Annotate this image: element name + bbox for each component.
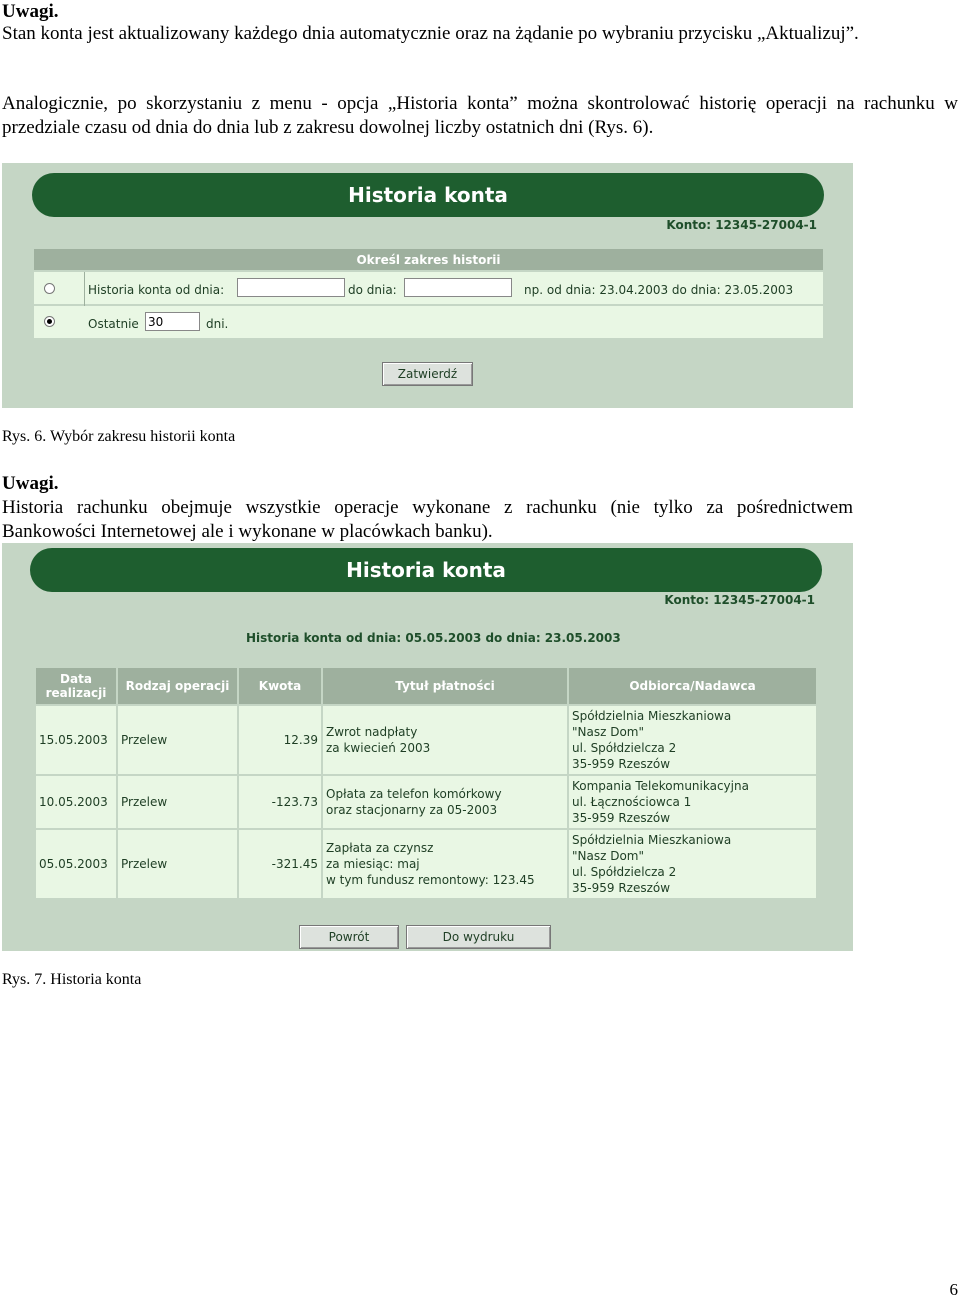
note-heading-2: Uwagi. [2, 473, 59, 494]
col-amount-header: Kwota [238, 667, 322, 705]
range-section-header: Określ zakres historii [34, 249, 823, 270]
account-number-2: Konto: 12345-27004-1 [664, 593, 815, 607]
page-number: 6 [949, 1280, 958, 1299]
row-type: Przelew [117, 705, 238, 775]
history-results-screenshot [2, 543, 853, 951]
figure-caption-6: Rys. 6. Wybór zakresu historii konta [2, 428, 236, 445]
row-amount: -123.73 [238, 775, 322, 829]
row-title: Opłata za telefon komórkowy oraz stacjonarny za 05-2003 [322, 775, 568, 829]
col-title-header: Tytuł płatności [322, 667, 568, 705]
account-number: Konto: 12345-27004-1 [666, 218, 817, 232]
row-party: Kompania Telekomunikacyjna ul. Łącznościowca 1 35-959 Rzeszów [568, 775, 817, 829]
date-from-input[interactable] [237, 278, 345, 297]
table-row [35, 775, 817, 829]
date-format-example: np. od dnia: 23.04.2003 do dnia: 23.05.2003 [524, 283, 794, 297]
last-days-radio[interactable] [44, 316, 55, 327]
row-type: Przelew [117, 829, 238, 899]
table-row [35, 705, 817, 775]
date-range-radio[interactable] [44, 283, 55, 294]
back-button[interactable]: Powrót [299, 925, 399, 949]
history-table [34, 666, 818, 900]
row-title: Zapłata za czynsz za miesiąc: maj w tym fundusz remontowy: 123.45 [322, 829, 568, 899]
days-unit-label: dni. [206, 317, 229, 331]
row-date: 15.05.2003 [35, 705, 117, 775]
row-date: 10.05.2003 [35, 775, 117, 829]
last-days-label: Ostatnie [88, 317, 139, 331]
row-party: Spółdzielnia Mieszkaniowa "Nasz Dom" ul. Spółdzielcza 2 35-959 Rzeszów [568, 705, 817, 775]
table-row [35, 829, 817, 899]
note-text-2: Historia rachunku obejmuje wszystkie operacje wykonane z rachunku (nie tylko za pośrednictwem Bankowości Internetowej ale i wykonane w placówkach banku). [2, 497, 853, 542]
date-to-input[interactable] [404, 278, 512, 297]
intro-paragraph: Analogicznie, po skorzystaniu z menu - opcja „Historia konta” można skontrolować historię operacji na rachunku w przedziale czasu od dnia do dnia lub z zakresu dowolnej liczby ostatnich dni (Rys. 6). [2, 93, 958, 138]
note-heading-1: Uwagi. [2, 1, 59, 22]
submit-button[interactable]: Zatwierdź [382, 362, 473, 386]
date-to-label: do dnia: [348, 283, 397, 297]
history-title-banner: Historia konta [32, 173, 824, 217]
row-party: Spółdzielnia Mieszkaniowa "Nasz Dom" ul. Spółdzielcza 2 35-959 Rzeszów [568, 829, 817, 899]
history-range-screenshot [2, 163, 853, 408]
history-title-banner-2: Historia konta [30, 548, 822, 592]
last-days-input[interactable] [145, 312, 200, 331]
history-table-header [35, 667, 817, 705]
history-range-text: Historia konta od dnia: 05.05.2003 do dnia: 23.05.2003 [246, 631, 621, 645]
row-date: 05.05.2003 [35, 829, 117, 899]
col-date-header: Data realizacji [35, 667, 117, 705]
row-amount: 12.39 [238, 705, 322, 775]
row-title: Zwrot nadpłaty za kwiecień 2003 [322, 705, 568, 775]
print-button[interactable]: Do wydruku [406, 925, 551, 949]
col-party-header: Odbiorca/Nadawca [568, 667, 817, 705]
col-type-header: Rodzaj operacji [117, 667, 238, 705]
date-from-label: Historia konta od dnia: [88, 283, 225, 297]
figure-caption-7: Rys. 7. Historia konta [2, 971, 142, 988]
row-type: Przelew [117, 775, 238, 829]
note-text-1: Stan konta jest aktualizowany każdego dnia automatycznie oraz na żądanie po wybraniu przycisku „Aktualizuj”. [2, 23, 859, 44]
row-amount: -321.45 [238, 829, 322, 899]
